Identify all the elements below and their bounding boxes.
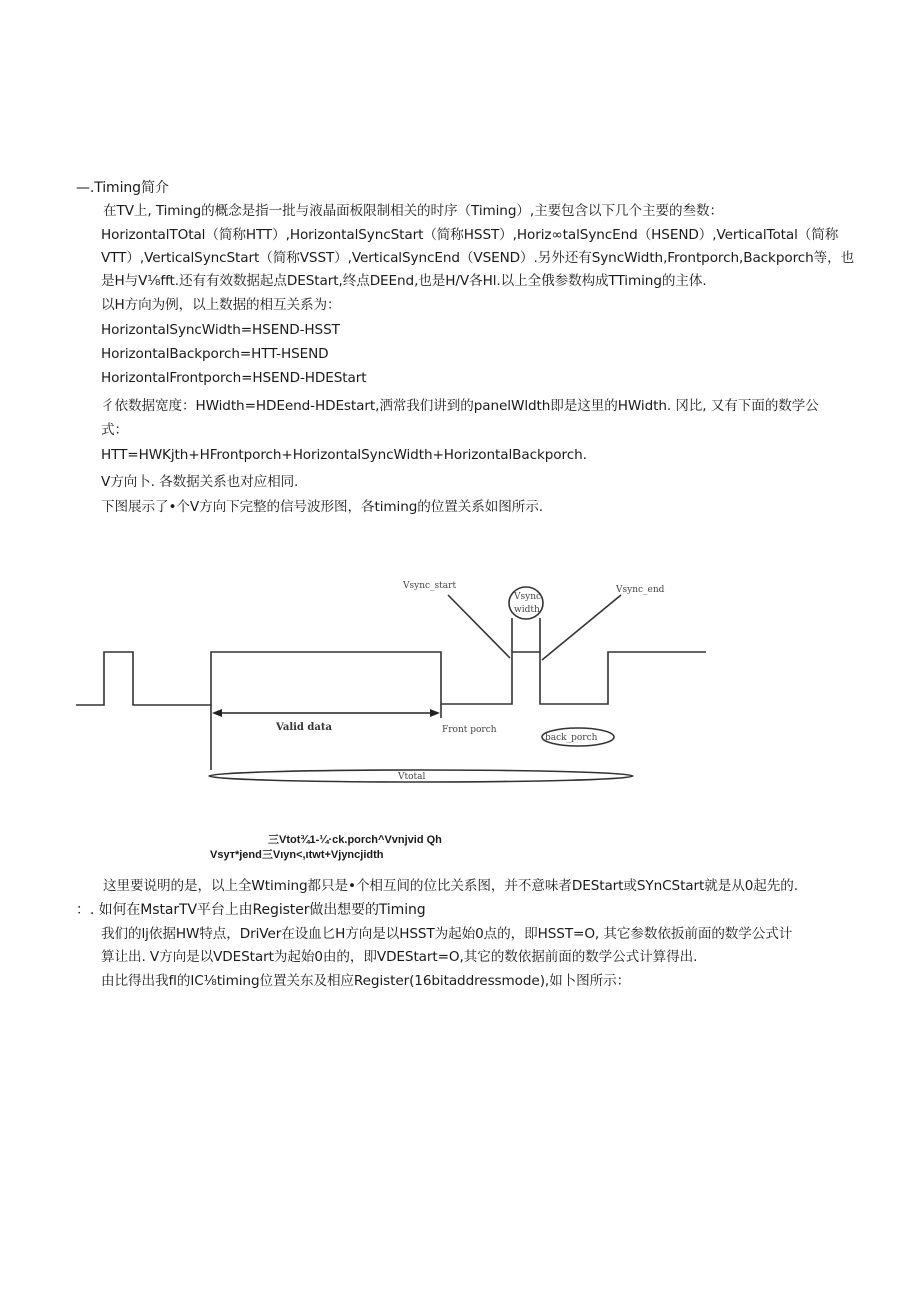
paragraph-line: 下图展示了•个V方向下完整的信号波形图，各timing的位置关系如图所示.: [101, 499, 543, 515]
paragraph-line: VTT）,VerticalSyncStart（简称VSST）,VerticalSyncEnd（VSEND）.另外还有SyncWidth,Frontporch,Backporch等，也: [101, 250, 855, 266]
formula-line: HTT=HWKjth+HFrontporch+HorizontalSyncWidth+HorizontalBackporch.: [101, 447, 587, 463]
valid-data-arrowhead-right: [430, 709, 440, 717]
valid-data-label: Valid data: [276, 722, 332, 733]
paragraph-line: V方向卜. 各数据关系也对应相同.: [101, 474, 299, 490]
diagram-caption-formula: 三Vtot¾1-¼·ck.porch^Vvnjvid Qh: [268, 834, 442, 846]
section-heading-timing-intro: —.Timing简介: [76, 180, 169, 196]
paragraph-line: 以H方向为例，以上数据的相互关系为：: [101, 297, 341, 313]
formula-line: HorizontalBackporch=HTT-HSEND: [101, 346, 329, 362]
valid-data-arrowhead-left: [212, 709, 222, 717]
paragraph-line: 由比得出我fl的IC⅛timing位置关东及相应Register(16bitaddressmode),如卜图所示：: [101, 973, 631, 989]
paragraph-line: 式：: [101, 422, 128, 438]
front-porch-label: Front porch: [442, 725, 497, 735]
vsync-signal-waveform: [76, 652, 706, 705]
vsync-end-pointer: [542, 595, 621, 660]
vsync-end-label: Vsync_end: [616, 585, 665, 595]
section-heading-mstar-register: ：. 如何在MstarTV平台上由Register做出想要的Timing: [76, 902, 426, 918]
vsync-width-label: Vsync: [514, 592, 542, 602]
paragraph-line: HorizontalTOtal（简称HTT）,HorizontalSyncStart（简称HSST）,Horiz∞talSyncEnd（HSEND）,VerticalTotal（简称: [101, 227, 839, 243]
vtotal-label: Vtotal: [398, 772, 426, 782]
paragraph-line: 彳依数据宽度：HWidth=HDEend-HDEstart,洒常我们讲到的panelWldth即是这里的HWidth. 冈比, 又有下面的数学公: [101, 398, 819, 414]
paragraph-line: 这里要说明的是，以上全Wtiming都只是•个相互间的位比关系图，并不意味者DEStart或SYnCStart就是从0起先的.: [103, 878, 798, 894]
diagram-caption-formula: Vsyт*jend三Vιyn<,ιtwt+Vjyncjidth: [210, 849, 384, 861]
paragraph-line: 算让出. V方向是以VDEStart为起始0由的，即VDEStart=O,其它的数依据前面的数学公式计算得出.: [101, 949, 698, 965]
paragraph-line: 是H与V⅛fft.还有有效数据起点DEStart,终点DEEnd,也是H/V各Hl.以上全俄参数构成TTiming的主体.: [101, 273, 707, 289]
back-porch-label: back_porch: [545, 733, 598, 743]
vsync-start-pointer: [448, 595, 510, 658]
formula-line: HorizontalSyncWidth=HSEND-HSST: [101, 322, 340, 338]
formula-line: HorizontalFrontporch=HSEND-HDEStart: [101, 370, 367, 386]
vsync-waveform-diagram: [76, 570, 716, 792]
vsync-width-label: width: [514, 605, 540, 615]
paragraph-line: 在TV上, Timing的概念是指一批与液晶面板限制相关的时序（Timing）,主要包含以下几个主要的叁数：: [103, 203, 723, 219]
vsync-start-label: Vsync_start: [403, 581, 457, 591]
paragraph-line: 我们的lj依据HW特点，DriVer在设血匕H方向是以HSST为起始0点的，即HSST=O, 其它参数依扳前面的数学公式计: [101, 926, 793, 942]
